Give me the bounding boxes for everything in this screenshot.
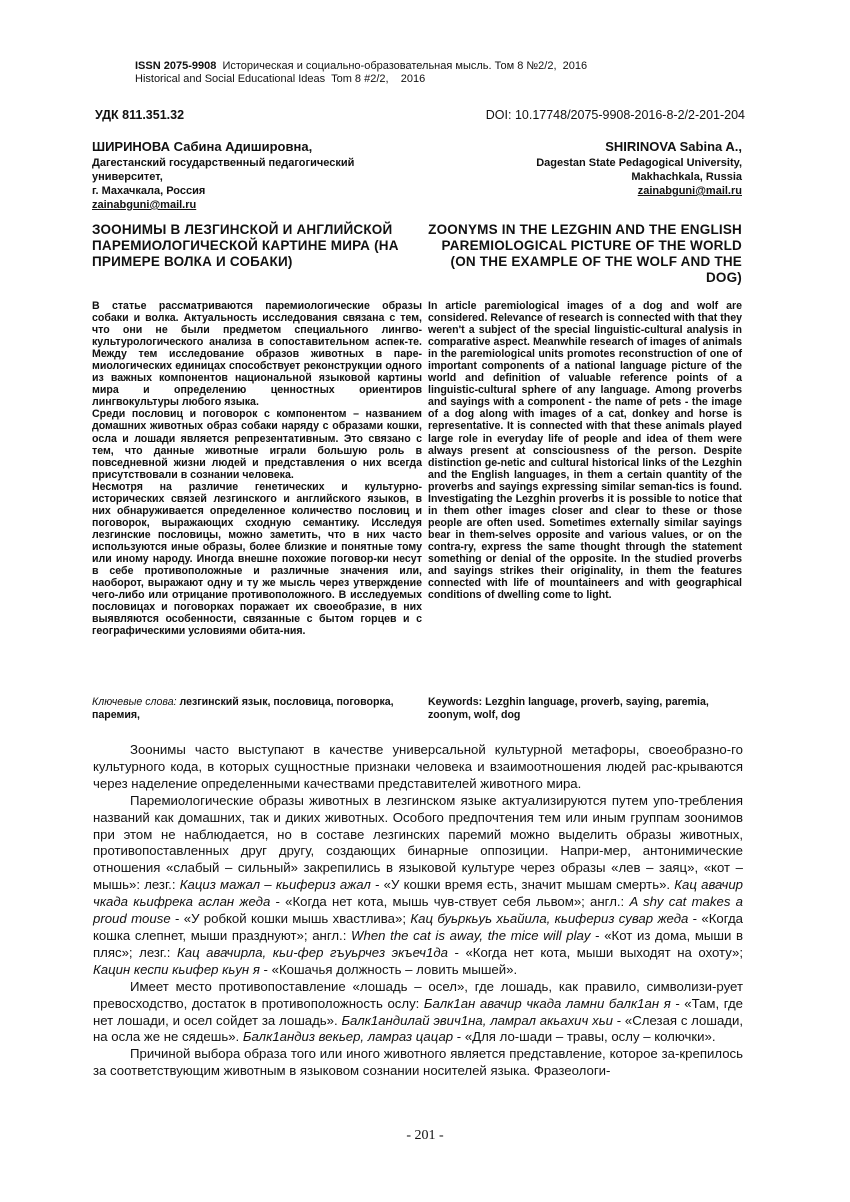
running-head [135, 60, 587, 86]
proverb-lezghin: Балк1андиз векьер, ламраз цацар [242, 1029, 454, 1045]
body-text: - «Когда кошка слепнет, мыши празднуют»; англ.: [93, 911, 743, 943]
journal-title-ru: Историческая и социально-образовательная мысль. Том 8 №2/2, 2016 [216, 60, 588, 72]
city-ru: г. Махачкала, Россия [92, 185, 206, 197]
abstract-ru-paragraph: Несмотря на различие генетических и культурно-исторических связей лезгинского и английского языков, в них обнаруживается определенное количество пословиц и поговорок, выражающих сходную семантику. Исследуя лезгинские пословицы, можно заметить, что в них часто используются иные образы, более близкие и понятные тому или иному народу. Иногда внешне похожие поговор-ки несут в себе противоположные и различные значения или, наоборот, выражают одну и ту же мысль через утверждение чего-либо или отрицание противоположного. В исследуемых пословицах и поговорках поражает их своеобразие, в них выявляются особенности, связанные с бытом горцев и с географическими условиями обита-ния. [92, 480, 422, 638]
proverb-lezghin: Балк1андилай эвич1на, ламрал акьахич хьи [341, 1012, 613, 1028]
article-body [93, 742, 743, 1080]
email-link-en[interactable]: zainabguni@mail.ru [637, 185, 742, 197]
abstract-ru-paragraph: В статье рассматриваются паремиологические образы собаки и волка. Актуальность исследования связана с тем, что они не были предметом специального лингво-культурологического анализа в сопоставительном аспек-те. Между тем исследование образов животных в паре-миологических единицах способствует реконструкции одного из важных компонентов национальной языковой картины мира и определению ценностных ориентиров лингвокультуры любого языка. [92, 300, 422, 409]
body-paragraph-2 [93, 793, 743, 979]
keywords-ru-text: лезгинский язык, пословица, поговорка, паремия, [92, 696, 394, 721]
body-text: Имеет место противопоставление «лошадь – осел», где лошадь, как правило, символизи-рует превосходство, достаток в противоположность ослу: [93, 978, 743, 1011]
body-text: - «У кошки время есть, значит мышам смерть». [370, 877, 675, 893]
title-ru: ЗООНИМЫ В ЛЕЗГИНСКОЙ И АНГЛИЙСКОЙ ПАРЕМИОЛОГИЧЕСКОЙ КАРТИНЕ МИРА (НА ПРИМЕРЕ ВОЛКА И СОБАКИ) [92, 222, 399, 269]
doi: DOI: 10.17748/2075-9908-2016-8-2/2-201-204 [485, 108, 745, 122]
proverb-lezghin: Кац авачирла, кьи-фер гъуьрчез экъеч1да [176, 944, 448, 960]
author-name-en: SHIRINOVA Sabina A., [605, 139, 742, 154]
proverb-lezghin: Кацин кеспи кьифер кьун я [93, 961, 260, 977]
keywords-ru-label: Ключевые слова: [92, 696, 177, 708]
body-text: - «Для ло-шади – травы, ослу – колючки». [453, 1029, 716, 1045]
body-text: - «Когда нет кота, мыши выходят на охоту»; [447, 944, 743, 960]
abstract-ru-paragraph: Среди пословиц и поговорок с компонентом – названием домашних животных образ собаки наряду с образами кошки, осла и лошади является репрезентативным. Это связано с тем, что данные животные играли большую роль в повседневной жизни людей и представления о них всегда присутствовали в сознании человека. [92, 408, 422, 481]
email-link-ru[interactable]: zainabguni@mail.ru [92, 199, 197, 211]
abstract-en-paragraph: In article paremiological images of a dog and wolf are considered. Relevance of research is connected with that they weren't a subject of the special linguistic-cultural analysis in comparative aspect. Meanwhile research of images of animals in the paremiological units promotes reconstruction of one of important components of a national language picture of the world and definition of valuable reference points of a linguistic-cultural sphere of any language. Among proverbs and sayings with a component - the name of pets - the image of a dog along with images of a cat, donkey and horse is representative. It is connected with that these animals played large role in everyday life of people and idea of them were always present at consciousness of the person. Despite distinction ge-netic and cultural historical links of the Lezghin and the English languages, in them a certain quantity of the proverbs and sayings expressing similar seman-tics is found. Investigating the Lezghin proverbs it is possible to notice that in them other images closer and clear to these or those people are often used. Sometimes externally similar sayings bear in them-selves opposite and various values, or on the contra-ry, express the same thought through the statement something or denial of the opposite. In the studied proverbs and sayings strikes their originality, in them the features connected with life of mountaineers and with geographical conditions of dwelling come to light. [428, 300, 742, 602]
body-text: - «Там, где нет лошади, и осел сойдет за лошадь». [93, 995, 743, 1028]
author-ru [92, 140, 422, 212]
keywords-ru [92, 696, 422, 721]
city-en: Makhachkala, Russia [631, 171, 742, 183]
body-text: - «Кошачья должность – ловить мышей». [259, 961, 518, 977]
journal-title-en: Historical and Social Educational Ideas Tom 8 #2/2, 2016 [135, 73, 426, 85]
body-text: - «Когда нет кота, мышь чув-ствует себя львом»; англ.: [270, 894, 630, 910]
body-text: - «У робкой кошки мышь хвастлива»; [170, 911, 411, 927]
title-en: ZOONYMS IN THE LEZGHIN AND THE ENGLISH PAREMIOLOGICAL PICTURE OF THE WORLD (ON THE EXAMPLE OF THE WOLF AND THE DOG) [428, 222, 742, 285]
keywords-en-text: Lezghin language, proverb, saying, paremia, zoonym, wolf, dog [428, 696, 709, 721]
running-head-line-ru [135, 60, 587, 73]
author-en [428, 140, 742, 198]
affiliation-en: Dagestan State Pedagogical University, [536, 157, 742, 169]
keywords-en-label: Keywords: [428, 696, 483, 708]
affiliation-ru: Дагестанский государственный педагогический университет, [92, 157, 355, 183]
proverb-english: A shy cat makes a proud mouse [93, 894, 743, 927]
proverb-lezghin: Кациз мажал – кьифериз ажал [179, 877, 371, 893]
proverb-lezghin: Балк1ан авачир чкада ламни балк1ан я [423, 995, 671, 1011]
proverb-english: When the cat is away, the mice will play [351, 927, 591, 943]
proverb-lezghin: Кац авачир чкада кьифрека аслан жеда [93, 877, 744, 910]
body-paragraph-3 [93, 979, 743, 1047]
body-text: - «Кот из дома, мыши в пляс»; лезг.: [93, 927, 743, 960]
udk-code: УДК 811.351.32 [95, 108, 185, 122]
issn: ISSN 2075-9908 [135, 60, 217, 72]
abstract-ru [92, 300, 422, 637]
udk-doi-row [95, 108, 745, 122]
body-paragraph-1: Зоонимы часто выступают в качестве универсальной культурной метафоры, своеобразно-го культурного кода, в которых сущностные признаки человека и взаимоотношения людей рас-крываются через наделение определенными качествами представителей животного мира. [93, 742, 743, 791]
body-paragraph-4: Причиной выбора образа того или иного животного является представление, которое за-крепилось за соответствующим животным в языковом сознании носителей языка. Фразеологи- [93, 1046, 743, 1079]
keywords-en [428, 696, 742, 721]
author-name-ru: ШИРИНОВА Сабина Адишировна, [92, 139, 313, 154]
abstract-en [428, 300, 742, 601]
body-text: Паремиологические образы животных в лезгинском языке актуализируются путем упо-требления названий как домашних, так и диких животных. Особого предпочтения тем или иным группам зоонимов при этом не наблюдается, но в составе лезгинских паремий можно выделить образы животных, противопоставленных друг другу, создающих бинарные оппозиции. Напри-мер, антонимические отношения «слабый – сильный» закрепились в языковой культуре через образы «лев – заяц», «кот – мышь»: лезг.: [93, 792, 743, 893]
body-text: - «Слезая с лошади, на осла же не сядешь». [93, 1012, 744, 1045]
page-number: - 201 - [406, 1128, 444, 1143]
proverb-lezghin: Кац буьркьуь хьайила, кьифериз сувар жеда [410, 911, 689, 927]
